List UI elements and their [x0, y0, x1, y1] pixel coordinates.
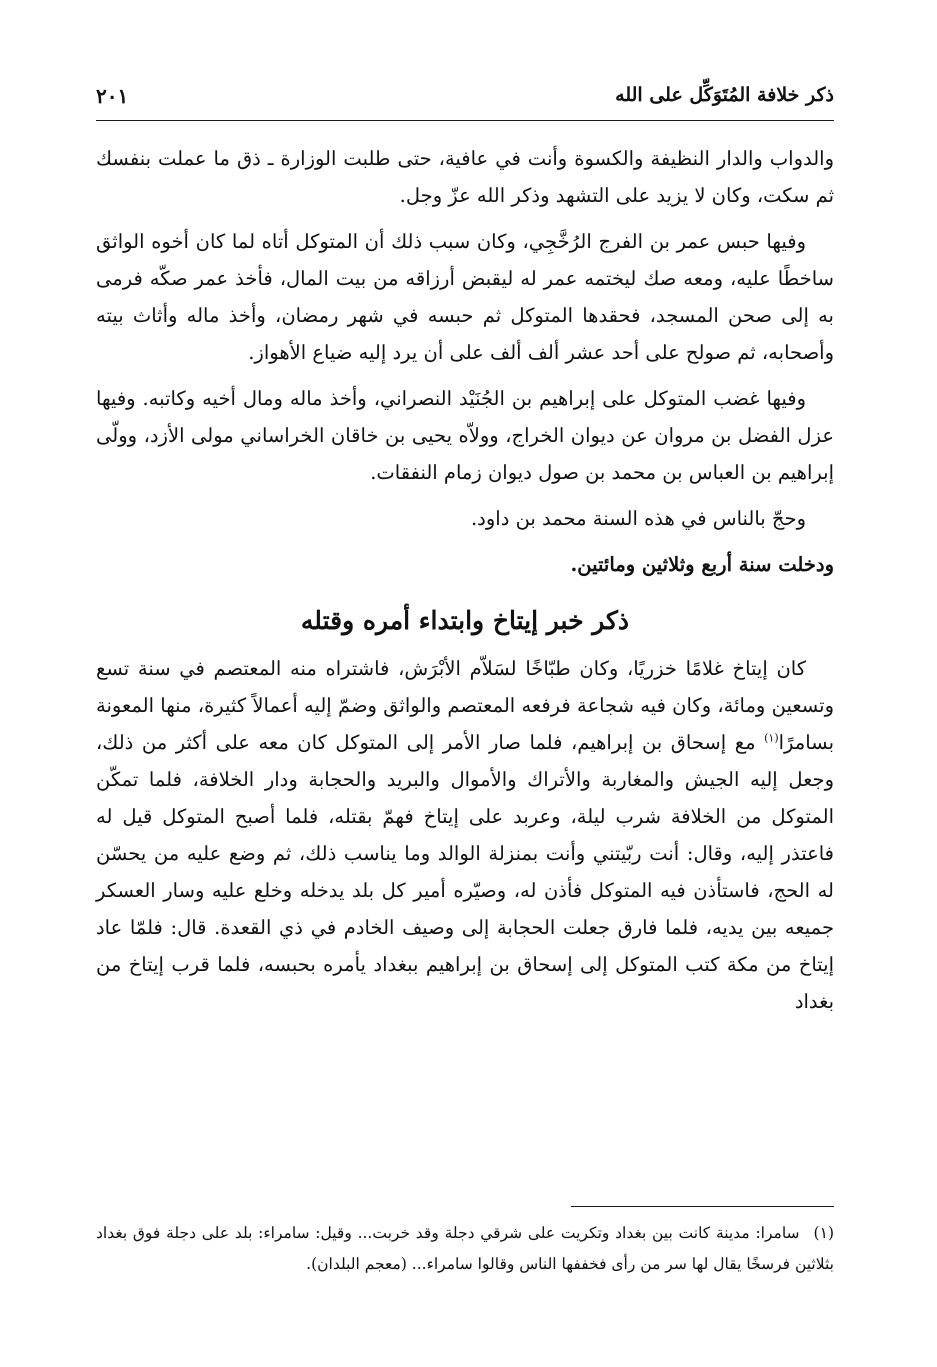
paragraph-umar-ibn-faraj: وفيها حبس عمر بن الفرج الرُخَّجِي، وكان سبب ذلك أن المتوكل أتاه لما كان أخوه الواثق ساخطًا عليه، ومعه صك ليختمه عمر له ليقبض أرزاقه من بيت المال، فأخذ عمر صكّه فرمى به إلى صحن المسجد، فحقدها المتوكل ثم حبسه في شهر رمضان، وأخذ ماله وأثاث بيته وأصحابه، ثم صولح على أحد عشر ألف ألف على أن يرد إليه ضياع الأهواز.	[96, 230, 834, 364]
paragraph-ibrahim-ibn-junayd: وفيها غضب المتوكل على إبراهيم بن الجُنَيْد النصراني، وأخذ ماله ومال أخيه وكاتبه. وفيها عزل الفضل بن مروان عن ديوان الخراج، وولاّه يحيى بن خاقان الخراساني مولى الأزد، وولّى إبراهيم بن العباس بن محمد بن صول ديوان زمام النفقات.	[96, 387, 834, 484]
footnote-text: سامرا: مدينة كانت بين بغداد وتكريت على شرقي دجلة وقد خربت... وقيل: سامراء: بلد على دجلة فوق بغداد بثلاثين فرسخًا يقال لها سر من رأى فخففها الناس وقالوا سامراء... (معجم البلدان).	[96, 1224, 834, 1273]
page-number: ٢٠١	[96, 84, 129, 108]
main-text	[96, 140, 834, 1020]
chapter-title: ذكر خلافة المُتَوَكِّل على الله	[615, 84, 834, 106]
footnote	[96, 1218, 834, 1280]
paragraph-year-234: ودخلت سنة أربع وثلاثين ومائتين.	[570, 553, 834, 576]
itakh-text-part1: كان إيتاخ غلامًا خزريًا، وكان طبّاخًا لسَلاّم الأبْرَش، فاشتراه منه المعتصم في سنة تسع وتسعين ومائة، وكان فيه شجاعة فرفعه المعتصم والواثق وضمّ إليه أعمالاً كثيرة، منها المعونة بسامرًا	[96, 657, 834, 754]
paragraph-continuation: والدواب والدار النظيفة والكسوة وأنت في عافية، حتى طلبت الوزارة ـ ذق ما عملت بنفسك ثم سكت، وكان لا يزيد على التشهد وذكر الله عزّ وجل.	[96, 147, 834, 207]
running-header	[96, 82, 834, 121]
footnote-number: (١)	[813, 1224, 834, 1242]
itakh-text-part2: مع إسحاق بن إبراهيم، فلما صار الأمر إلى المتوكل كان معه على أكثر من ذلك، وجعل إليه الجيش والمغاربة والأتراك والأموال والبريد والحجابة ودار الخلافة، فلما تمكّن المتوكل من الخلافة شرب ليلة، وعربد على إيتاخ فهمّ بقتله، فلما أصبح المتوكل قيل له فاعتذر إليه، وقال: أنت ربّيتني وأنت بمنزلة الوالد وما يناسب ذلك، ثم وضع عليه من يحسّن له الحج، فاستأذن فيه المتوكل فأذن له، وصيّره أمير كل بلد يدخله وخلع عليه وسار العسكر جميعه بين يديه، فلما فارق جعلت الحجابة إلى وصيف الخادم في ذي القعدة. قال: فلمّا عاد إيتاخ من مكة كتب المتوكل إلى إسحاق بن إبراهيم ببغداد يأمره بحبسه، فلما قرب إيتاخ من بغداد	[96, 731, 834, 1013]
footnote-reference[interactable]: (١)	[764, 731, 779, 745]
paragraph-itakh	[96, 650, 834, 1020]
paragraph-hajj-leader: وحجّ بالناس في هذه السنة محمد بن داود.	[470, 507, 806, 530]
section-heading: ذكر خبر إيتاخ وابتداء أمره وقتله	[300, 606, 630, 635]
footnote-divider	[571, 1206, 834, 1207]
